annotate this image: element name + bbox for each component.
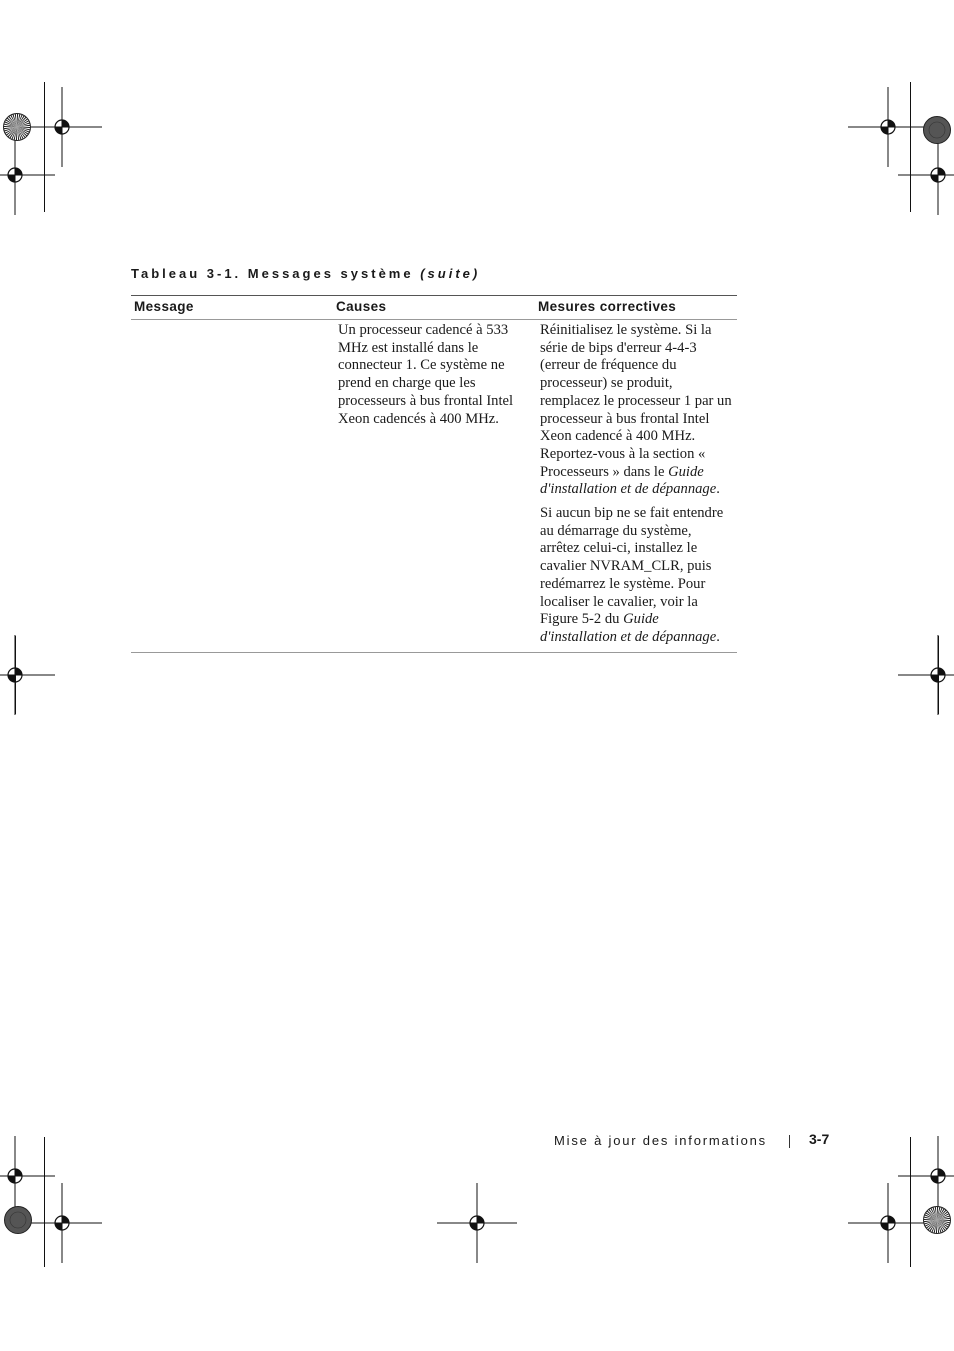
- corrective-measure-text: Si aucun bip ne se fait entendre au démarrage du système, arrêtez celui-ci, installez le cavalier NVRAM_CLR, puis redémarrez le système. Pour localiser le cavalier, voir la Figure 5-2 du: [540, 505, 724, 628]
- page-number: 3-7: [809, 1131, 830, 1147]
- guide-reference: Guide d'installation et de dépannage: [540, 611, 717, 645]
- starburst-target-icon: [922, 1205, 952, 1235]
- trim-line: [15, 636, 16, 714]
- trim-line: [44, 82, 45, 212]
- gray-disc-target-icon: [922, 115, 952, 145]
- crosshair-registration-icon: [898, 635, 954, 715]
- footer-separator: [789, 1135, 790, 1148]
- column-header-causes: Causes: [333, 296, 535, 320]
- corrective-measure-text: Réinitialisez le système. Si la série de bips d'erreur 4-4-3 (erreur de fréquence du processeur) se produit, remplacez le processeur 1 par un processeur à bus frontal Intel Xeon cadencé à 400 MHz. Reportez-vous à la section « Processeurs » dans le: [540, 322, 732, 480]
- guide-reference: Guide d'installation et de dépannage: [540, 463, 717, 498]
- sentence-end: .: [716, 628, 720, 645]
- cause-text: Un processeur cadencé à 533 MHz est installé dans le connecteur 1. Ce système ne prend en charge que les processeurs à bus frontal Intel Xeon cadencés à 400 MHz.: [338, 322, 514, 427]
- trim-line: [910, 82, 911, 212]
- sentence-end: .: [716, 481, 720, 498]
- trim-line: [910, 1137, 911, 1267]
- table-caption-title: Tableau 3-1. Messages système: [131, 266, 414, 281]
- crosshair-registration-icon: [0, 135, 55, 215]
- table-row: [131, 320, 737, 653]
- gray-disc-target-icon: [3, 1205, 33, 1235]
- crosshair-registration-icon: [898, 135, 954, 215]
- cause-cell: [333, 320, 535, 653]
- column-header-message: Message: [131, 296, 333, 320]
- trim-line: [44, 1137, 45, 1267]
- trim-line: [938, 636, 939, 714]
- table-caption: [131, 266, 480, 281]
- corrective-measures-cell: [535, 320, 737, 653]
- system-messages-table: [131, 295, 737, 653]
- message-cell: [131, 320, 333, 653]
- crosshair-registration-icon: [22, 1183, 102, 1263]
- corrective-measure-paragraph: [540, 322, 734, 499]
- crosshair-registration-icon: [0, 635, 55, 715]
- corrective-measure-paragraph: [540, 505, 734, 647]
- table-caption-continued: (suite): [420, 266, 481, 281]
- crosshair-registration-icon: [848, 1183, 928, 1263]
- starburst-target-icon: [2, 112, 32, 142]
- column-header-corrective-measures: Mesures correctives: [535, 296, 737, 320]
- footer-section-title: Mise à jour des informations: [554, 1133, 767, 1148]
- table-header-row: [131, 296, 737, 320]
- crosshair-registration-icon: [437, 1183, 517, 1263]
